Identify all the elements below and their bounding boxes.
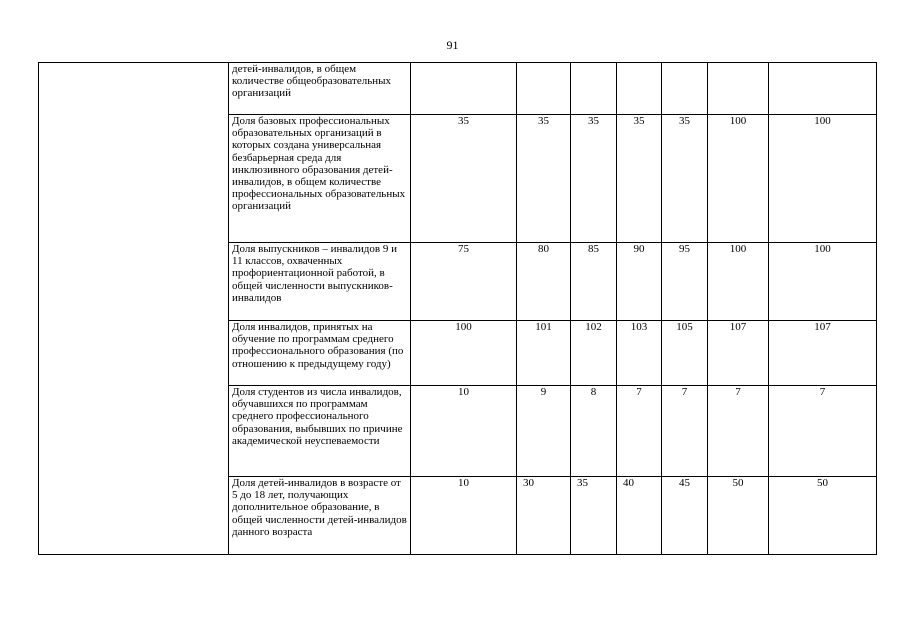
value-cell: 7 (662, 386, 708, 477)
value-cell: 35 (617, 115, 662, 243)
value-cell (662, 63, 708, 115)
value-cell: 85 (571, 243, 617, 321)
value-cell: 90 (617, 243, 662, 321)
value-cell: 40 (617, 477, 662, 555)
value-cell: 100 (708, 243, 769, 321)
value-cell: 35 (571, 477, 617, 555)
value-cell: 9 (517, 386, 571, 477)
value-cell: 100 (708, 115, 769, 243)
value-cell: 102 (571, 321, 617, 386)
value-cell: 45 (662, 477, 708, 555)
value-cell: 50 (708, 477, 769, 555)
value-cell: 105 (662, 321, 708, 386)
value-cell: 107 (769, 321, 877, 386)
value-cell (571, 63, 617, 115)
value-cell: 10 (411, 386, 517, 477)
value-cell: 7 (708, 386, 769, 477)
value-cell (517, 63, 571, 115)
value-cell (708, 63, 769, 115)
value-cell: 80 (517, 243, 571, 321)
indicators-table (38, 62, 877, 555)
value-cell: 100 (411, 321, 517, 386)
value-cell: 7 (769, 386, 877, 477)
indicator-name: Доля детей-инвалидов в возрасте от 5 до 18 лет, получающих дополнительное образование, в общей численности детей-инвалидов данного возраста (229, 477, 411, 555)
value-cell: 100 (769, 243, 877, 321)
page-number: 91 (446, 38, 459, 52)
value-cell: 107 (708, 321, 769, 386)
value-cell: 7 (617, 386, 662, 477)
value-cell: 30 (517, 477, 571, 555)
indicator-name: Доля студентов из числа инвалидов, обучавшихся по программам среднего профессионального образования, выбывших по причине академической неуспеваемости (229, 386, 411, 477)
value-cell: 100 (769, 115, 877, 243)
table-row (39, 63, 877, 115)
value-cell: 35 (662, 115, 708, 243)
value-cell: 10 (411, 477, 517, 555)
indicator-name: Доля базовых профессиональных образовательных организаций в которых создана универсальная безбарьерная среда для инклюзивного образования детей-инвалидов, в общем количестве профессиональных образовательных организаций (229, 115, 411, 243)
value-cell: 95 (662, 243, 708, 321)
value-cell: 35 (411, 115, 517, 243)
value-cell (411, 63, 517, 115)
value-cell (617, 63, 662, 115)
value-cell: 75 (411, 243, 517, 321)
indicator-name: детей-инвалидов, в общем количестве общеобразовательных организаций (229, 63, 411, 115)
value-cell: 8 (571, 386, 617, 477)
value-cell: 35 (571, 115, 617, 243)
value-cell: 103 (617, 321, 662, 386)
indicator-name: Доля выпускников – инвалидов 9 и 11 классов, охваченных профориентационной работой, в общей численности выпускников-инвалидов (229, 243, 411, 321)
empty-first-column (39, 63, 229, 555)
indicator-name: Доля инвалидов, принятых на обучение по программам среднего профессионального образования (по отношению к предыдущему году) (229, 321, 411, 386)
value-cell (769, 63, 877, 115)
value-cell: 35 (517, 115, 571, 243)
value-cell: 101 (517, 321, 571, 386)
value-cell: 50 (769, 477, 877, 555)
